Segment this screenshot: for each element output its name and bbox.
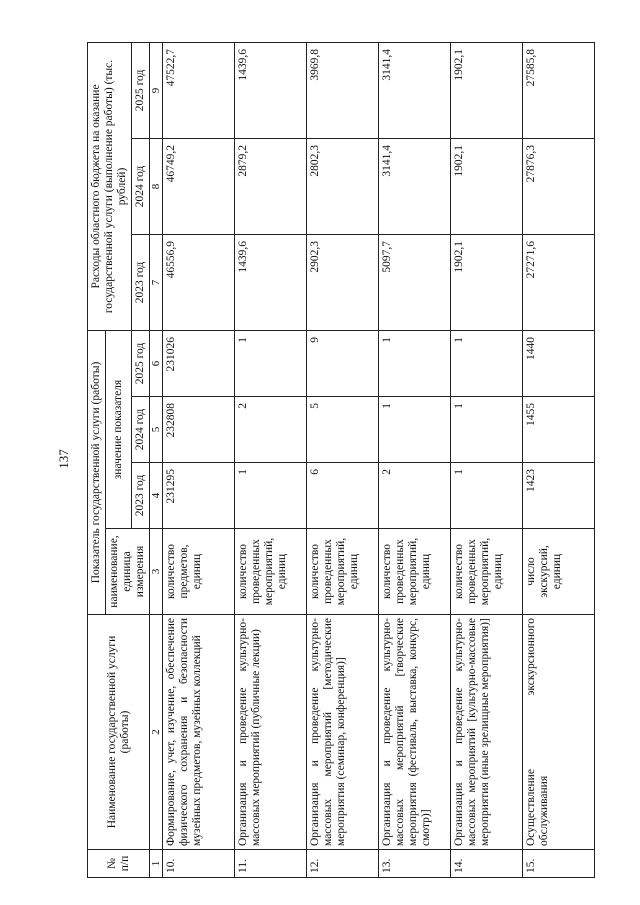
indicator-value-2023: 6 [307,463,379,529]
service-name: Организация и проведение культурно-массовых мероприятий [творческие мероприятия (фестиваль, выставка, конкурс, смотр)] [379,615,451,850]
budget-2023: 27271,6 [523,235,595,331]
indicator-value-2024: 1455 [523,397,595,463]
column-number: 4 [150,463,163,529]
header-budget-group: Расходы областного бюджета на оказание государственной услуги (выполнение работы) (тыс. рублей) [88,42,132,330]
indicator-value-2025: 1 [451,331,523,397]
row-number: 10. [163,850,235,878]
budget-2024: 27876,3 [523,139,595,235]
indicator-value-2025: 1 [235,331,307,397]
budget-2024: 3141,4 [379,139,451,235]
header-service-name: Наименование государственной услуги (работы) [88,615,150,850]
indicator-value-2023: 1 [451,463,523,529]
page-number: 137 [56,449,71,469]
budget-2023: 1902,1 [451,235,523,331]
table-row [235,42,307,877]
document-page [87,43,587,878]
service-name: Формирование, учет, изучение, обеспечение физического сохранения и безопасности музейных предметов, музейных коллекций [163,615,235,850]
indicator-value-2025: 231026 [163,331,235,397]
header-indicator-value: значение показателя [106,331,132,529]
budget-2023: 1439,6 [235,235,307,331]
table-row [307,42,379,877]
table-row [451,42,523,877]
row-number: 13. [379,850,451,878]
budget-2023: 2902,3 [307,235,379,331]
indicator-unit: количество проведенных мероприятий, единиц [307,529,379,615]
budget-2023: 5097,7 [379,235,451,331]
column-number: 5 [150,397,163,463]
indicator-value-2023: 1 [235,463,307,529]
row-number: 11. [235,850,307,878]
table-row [523,42,595,877]
budget-2024: 46749,2 [163,139,235,235]
service-name: Осуществление экскурсионного обслуживания [523,615,595,850]
table-body [163,42,595,877]
indicator-value-2024: 1 [379,397,451,463]
indicator-unit: число экскурсий, единиц [523,529,595,615]
indicator-value-2024: 1 [451,397,523,463]
budget-2025: 3969,8 [307,42,379,138]
header-budget-2024: 2024 год [132,139,150,235]
indicator-value-2024: 5 [307,397,379,463]
budget-2025: 1439,6 [235,42,307,138]
service-name: Организация и проведение культурно-массовых мероприятий (публичные лекции) [235,615,307,850]
indicator-value-2023: 2 [379,463,451,529]
indicator-value-2025: 1440 [523,331,595,397]
budget-2025: 1902,1 [451,42,523,138]
header-no: № п/п [88,850,150,878]
service-name: Организация и проведение культурно-массовых мероприятий [культурно-массовые мероприятия (иные зрелищные мероприятия)] [451,615,523,850]
row-number: 14. [451,850,523,878]
indicator-unit: количество проведенных мероприятий, единиц [235,529,307,615]
column-number: 1 [150,850,163,878]
indicator-unit: количество проведенных мероприятий, единиц [379,529,451,615]
column-number: 9 [150,42,163,138]
header-budget-2025: 2025 год [132,42,150,138]
header-value-2024: 2024 год [132,397,150,463]
budget-2024: 2879,2 [235,139,307,235]
column-number: 8 [150,139,163,235]
indicator-value-2024: 2 [235,397,307,463]
budget-2025: 3141,4 [379,42,451,138]
table-header [88,42,163,877]
header-value-2025: 2025 год [132,331,150,397]
indicator-unit: количество проведенных мероприятий, единиц [451,529,523,615]
column-number: 6 [150,331,163,397]
budget-2025: 47522,7 [163,42,235,138]
indicator-value-2023: 231295 [163,463,235,529]
column-number: 2 [150,615,163,850]
header-indicator-name: наименование, единица измерения [106,529,150,615]
column-number: 3 [150,529,163,615]
service-name: Организация и проведение культурно-массовых мероприятий [методические мероприятия (семинар, конференция)] [307,615,379,850]
budget-2024: 2802,3 [307,139,379,235]
budget-2024: 1902,1 [451,139,523,235]
row-number: 15. [523,850,595,878]
table-row [379,42,451,877]
header-value-2023: 2023 год [132,463,150,529]
table-row [163,42,235,877]
header-budget-2023: 2023 год [132,235,150,331]
header-indicator-group: Показатель государственной услуги (работы) [88,331,106,615]
budget-2025: 27585,8 [523,42,595,138]
indicator-value-2024: 232808 [163,397,235,463]
indicator-unit: количество предметов, единиц [163,529,235,615]
row-number: 12. [307,850,379,878]
budget-table [87,42,595,878]
indicator-value-2023: 1423 [523,463,595,529]
column-number: 7 [150,235,163,331]
indicator-value-2025: 9 [307,331,379,397]
budget-2023: 46556,9 [163,235,235,331]
indicator-value-2025: 1 [379,331,451,397]
